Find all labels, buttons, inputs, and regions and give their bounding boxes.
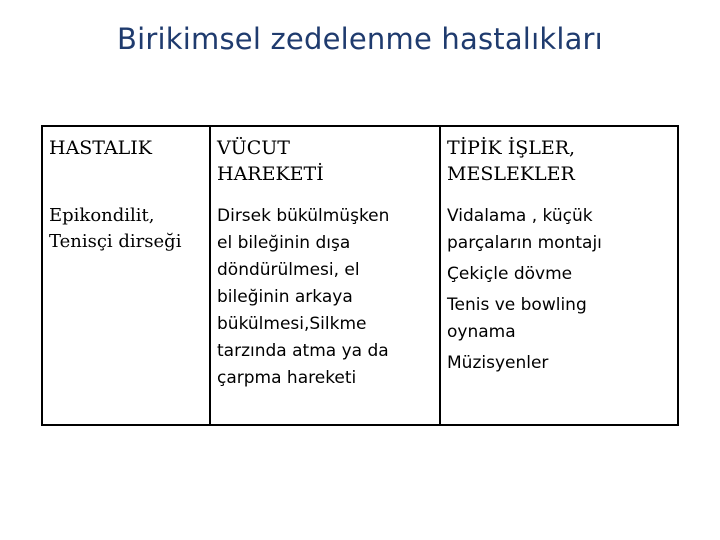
job-line: oynama bbox=[447, 322, 516, 342]
header-movement-line: HAREKETİ bbox=[217, 163, 324, 185]
header-disease bbox=[42, 126, 210, 197]
movement-line: Dirsek bükülmüşken bbox=[217, 206, 390, 226]
movement-line: el bileğinin dışa bbox=[217, 233, 351, 253]
header-movement bbox=[210, 126, 440, 197]
page-title: Birikimsel zedelenme hastalıkları bbox=[117, 22, 603, 56]
header-movement-line: VÜCUT bbox=[217, 137, 290, 159]
movement-line: çarpma hareketi bbox=[217, 368, 357, 388]
job-item bbox=[447, 292, 671, 346]
job-item bbox=[447, 203, 671, 257]
job-line: Müzisyenler bbox=[447, 353, 549, 373]
disease-line: Tenisçi dirseği bbox=[49, 231, 182, 252]
header-jobs-line: MESLEKLER bbox=[447, 163, 575, 185]
movement-line: bileğinin arkaya bbox=[217, 287, 353, 307]
header-jobs bbox=[440, 126, 678, 197]
job-line: Vidalama , küçük bbox=[447, 206, 593, 226]
diseases-table bbox=[41, 125, 679, 426]
header-jobs-line: TİPİK İŞLER, bbox=[447, 137, 576, 159]
movement-line: bükülmesi,Silkme bbox=[217, 314, 367, 334]
table-row bbox=[42, 197, 678, 425]
movement-cell bbox=[210, 197, 440, 425]
job-line: Çekiçle dövme bbox=[447, 264, 573, 284]
job-line: Tenis ve bowling bbox=[447, 295, 587, 315]
disease-line: Epikondilit, bbox=[49, 205, 155, 226]
job-line: parçaların montajı bbox=[447, 233, 602, 253]
job-item bbox=[447, 261, 671, 288]
header-disease-line: HASTALIK bbox=[49, 137, 152, 159]
disease-cell bbox=[42, 197, 210, 425]
job-item bbox=[447, 350, 671, 377]
movement-line: tarzında atma ya da bbox=[217, 341, 389, 361]
table-header-row bbox=[42, 126, 678, 197]
jobs-cell bbox=[440, 197, 678, 425]
movement-line: döndürülmesi, el bbox=[217, 260, 360, 280]
